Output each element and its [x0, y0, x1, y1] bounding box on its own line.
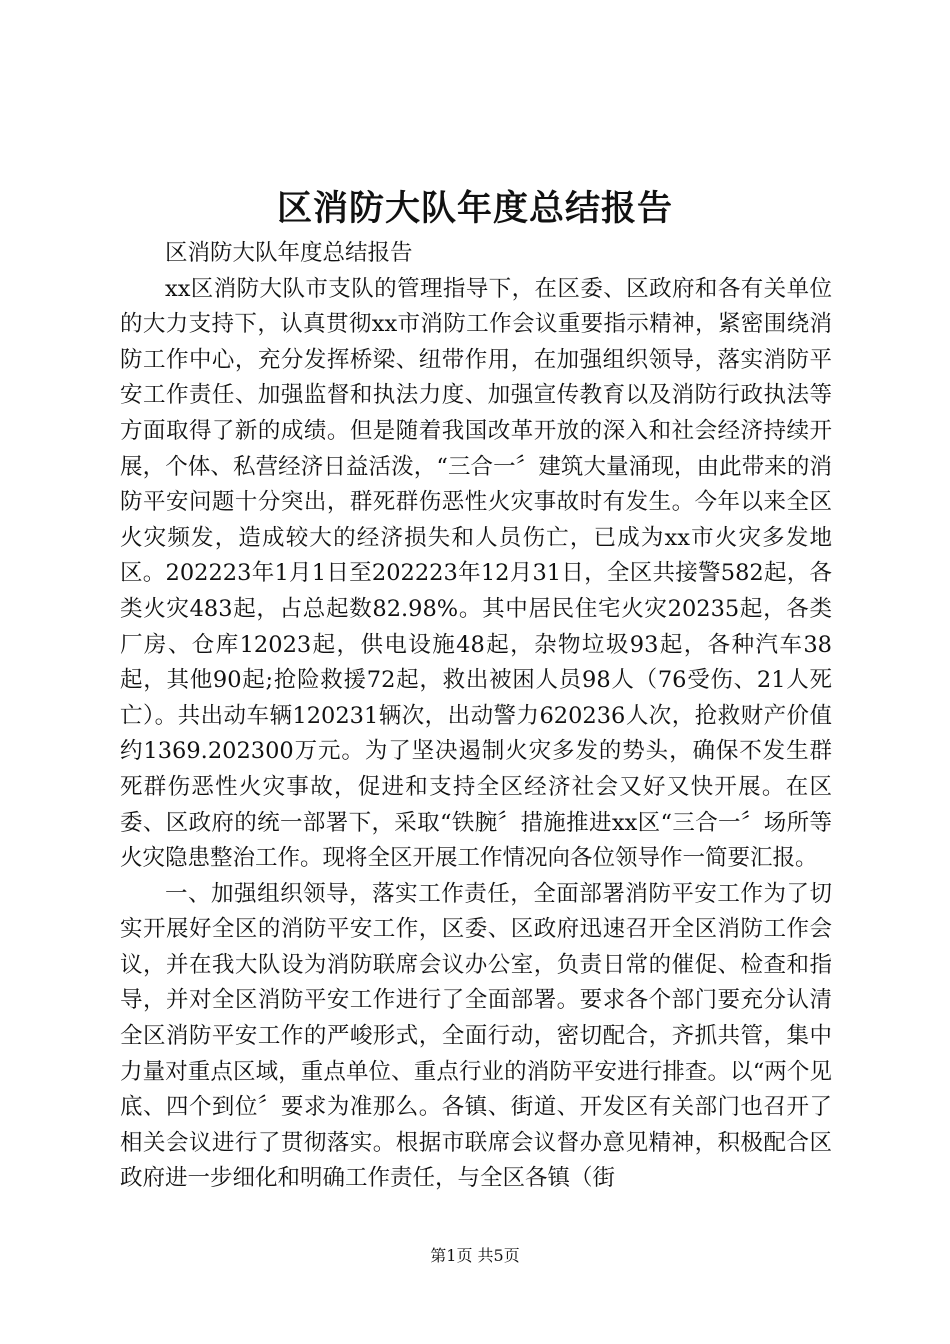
body-paragraph-intro: xx区消防大队市支队的管理指导下，在区委、区政府和各有关单位的大力支持下，认真贯彻xx市消防工作会议重要指示精神，紧密围绕消防工作中心，充分发挥桥梁、纽带作用，在加强组织领导，落实消防平安工作责任、加强监督和执法力度、加强宣传教育以及消防行政执法等方面取得了新的成绩。但是随着我国改革开放的深入和社会经济持续开展，个体、私营经济日益活泼，“三合一〞建筑大量涌现，由此带来的消防平安问题十分突出，群死群伤恶性火灾事故时有发生。今年以来全区火灾频发，造成较大的经济损失和人员伤亡，已成为xx市火灾多发地区。202223年1月1日至202223年12月31日，全区共接警582起，各类火灾483起，占总起数82.98%。其中居民住宅火灾20235起，各类厂房、仓库12023起，供电设施48起，杂物垃圾93起，各种汽车38起，其他90起;抢险救援72起，救出被困人员98人（76受伤、21人死亡）。共出动车辆120231辆次，出动警力620236人次，抢救财产价值约1369.202300万元。为了坚决遏制火灾多发的势头，确保不发生群死群伤恶性火灾事故，促进和支持全区经济社会又好又快开展。在区委、区政府的统一部署下，采取“铁腕〞措施推进xx区“三合一〞场所等火灾隐患整治工作。现将全区开展工作情况向各位领导作一简要汇报。: [120, 275, 832, 872]
document-title: 区消防大队年度总结报告: [276, 188, 673, 229]
body-paragraph-section-1: 一、加强组织领导，落实工作责任，全面部署消防平安工作为了切实开展好全区的消防平安工作，区委、区政府迅速召开全区消防工作会议，并在我大队设为消防联席会议办公室，负责日常的催促、检查和指导，并对全区消防平安工作进行了全面部署。要求各个部门要充分认清全区消防平安工作的严峻形式，全面行动，密切配合，齐抓共管，集中力量对重点区域，重点单位、重点行业的消防平安进行排查。以“两个见底、四个到位〞要求为准那么。各镇、街道、开发区有关部门也召开了相关会议进行了贯彻落实。根据市联席会议督办意见精神，积极配合区政府进一步细化和明确工作责任，与全区各镇（街: [120, 880, 832, 1192]
body-paragraph-subtitle: 区消防大队年度总结报告: [165, 240, 413, 266]
page-footer: 第1页 共5页: [430, 1246, 520, 1265]
document-body: [120, 236, 832, 1197]
